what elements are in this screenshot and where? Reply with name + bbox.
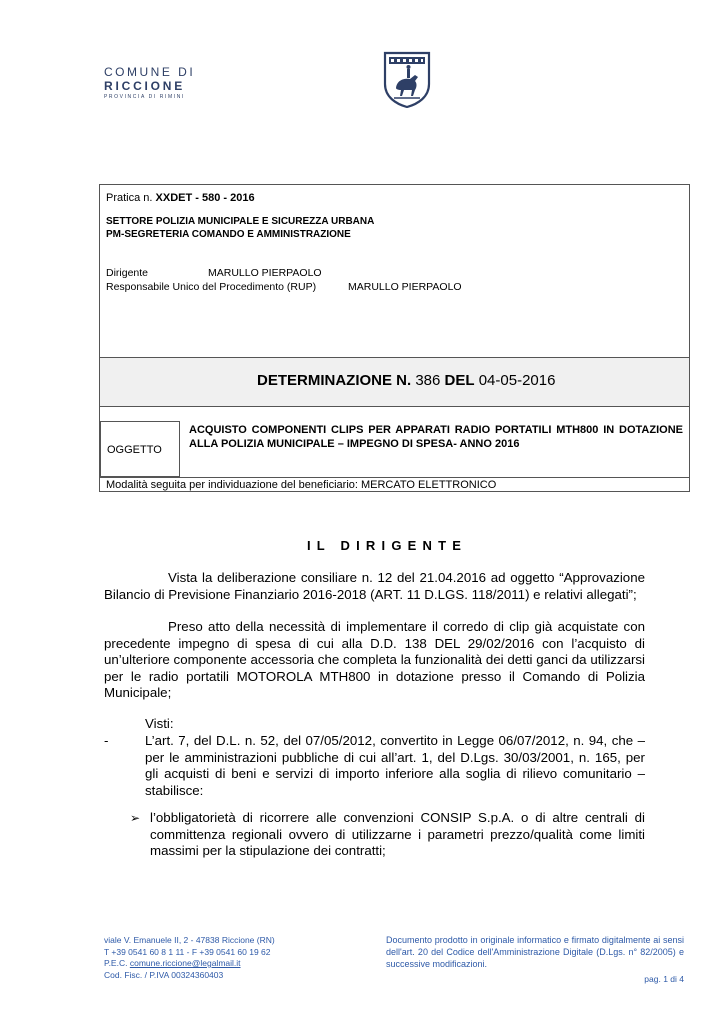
modalita-text: Modalità seguita per individuazione del beneficiario: MERCATO ELETTRONICO bbox=[106, 479, 497, 491]
footer-pec-label: P.E.C. bbox=[104, 958, 128, 968]
rup-name: MARULLO PIERPAOLO bbox=[348, 281, 462, 293]
visti-label: Visti: bbox=[145, 716, 174, 731]
paragraph-preso-atto: Preso atto della necessità di implementare il corredo di clip già acquistate con precedente impegno di spesa di cui alla D.D. 138 DEL 29/02/2016 con l’acquisto di un’ulteriore componente accessoria che completa la funzionalità dei detti ganci da utilizzarsi per le radio portatili MOTOROLA MTH800 in dotazione presso il Comando di Polizia Municipale; bbox=[104, 619, 645, 700]
municipality-logo bbox=[104, 66, 195, 101]
pratica-line bbox=[106, 192, 255, 204]
footer-pec bbox=[104, 958, 275, 970]
dirigente-name: MARULLO PIERPAOLO bbox=[208, 267, 322, 279]
logo-line-riccione: RICCIONE bbox=[104, 79, 186, 93]
footer-phone: T +39 0541 60 8 1 11 - F +39 0541 60 19 62 bbox=[104, 946, 271, 957]
logo-line-provincia: PROVINCIA DI RIMINI bbox=[104, 94, 185, 100]
list-item-consip: l’obbligatorietà di ricorrere alle convenzioni CONSIP S.p.A. o di altre centrali di committenza regionali ovvero di utilizzarne i parametri prezzo/qualità come limiti massimi per la stipulazione dei contratti; bbox=[150, 810, 645, 858]
oggetto-label: OGGETTO bbox=[107, 444, 162, 456]
pratica-prefix: Pratica n. bbox=[106, 192, 153, 204]
list-dash: - bbox=[104, 733, 109, 748]
ufficio-line: PM-SEGRETERIA COMANDO E AMMINISTRAZIONE bbox=[106, 229, 351, 240]
section-heading: IL DIRIGENTE bbox=[307, 538, 468, 553]
pratica-number: XXDET - 580 - 2016 bbox=[155, 192, 255, 204]
footer-pec-email-link[interactable]: comune.riccione@legalmail.it bbox=[129, 958, 241, 968]
footer-contacts bbox=[104, 935, 275, 981]
footer-digital-note: Documento prodotto in originale informatico e firmato digitalmente ai sensi dell'art. 20 del Codice dell'Amministrazione Digitale (D.Lgs. n° 82/2005) e successive modificazioni. bbox=[386, 935, 684, 969]
modalita-row bbox=[100, 477, 689, 492]
determinazione-del-label: DEL bbox=[444, 372, 475, 389]
logo-line-comune: COMUNE DI bbox=[104, 65, 196, 79]
determinazione-band bbox=[100, 357, 689, 407]
determinazione-number: 386 bbox=[415, 372, 441, 389]
arrow-bullet-icon: ➢ bbox=[130, 811, 141, 825]
determinazione-date: 04-05-2016 bbox=[478, 372, 556, 389]
coat-of-arms-icon bbox=[382, 50, 432, 108]
paragraph-deliberazione: Vista la deliberazione consiliare n. 12 del 21.04.2016 ad oggetto “Approvazione Bilancio di Previsione Finanziario 2016-2018 (ART. 11 D.LGS. 118/2011) e relativi allegati”; bbox=[104, 570, 645, 602]
determinazione-title bbox=[257, 372, 555, 389]
determinazione-label: DETERMINAZIONE N. bbox=[257, 372, 412, 389]
settore-block bbox=[106, 215, 374, 241]
dirigente-label: Dirigente bbox=[106, 267, 149, 279]
oggetto-label-cell bbox=[100, 421, 180, 477]
footer-address: viale V. Emanuele II, 2 - 47838 Riccione (RN) bbox=[104, 935, 275, 945]
list-item-legge: L’art. 7, del D.L. n. 52, del 07/05/2012, convertito in Legge 06/07/2012, n. 94, che – per le amministrazioni pubbliche di cui all’art. 1, del D.Lgs. 30/03/2001, n. 165, per gli acquisti di beni e servizi di importo inferiore alla soglia di rilievo comunitario – stabilisce: bbox=[145, 733, 645, 798]
document-info-box bbox=[99, 184, 690, 492]
page-number: pag. 1 di 4 bbox=[644, 974, 684, 984]
rup-label: Responsabile Unico del Procedimento (RUP) bbox=[106, 281, 317, 293]
oggetto-text: ACQUISTO COMPONENTI CLIPS PER APPARATI RADIO PORTATILI MTH800 IN DOTAZIONE ALLA POLIZIA MUNICIPALE – IMPEGNO DI SPESA- ANNO 2016 bbox=[189, 424, 683, 450]
settore-line: SETTORE POLIZIA MUNICIPALE E SICUREZZA URBANA bbox=[106, 216, 375, 227]
footer-fiscal: Cod. Fisc. / P.IVA 00324360403 bbox=[104, 969, 224, 980]
